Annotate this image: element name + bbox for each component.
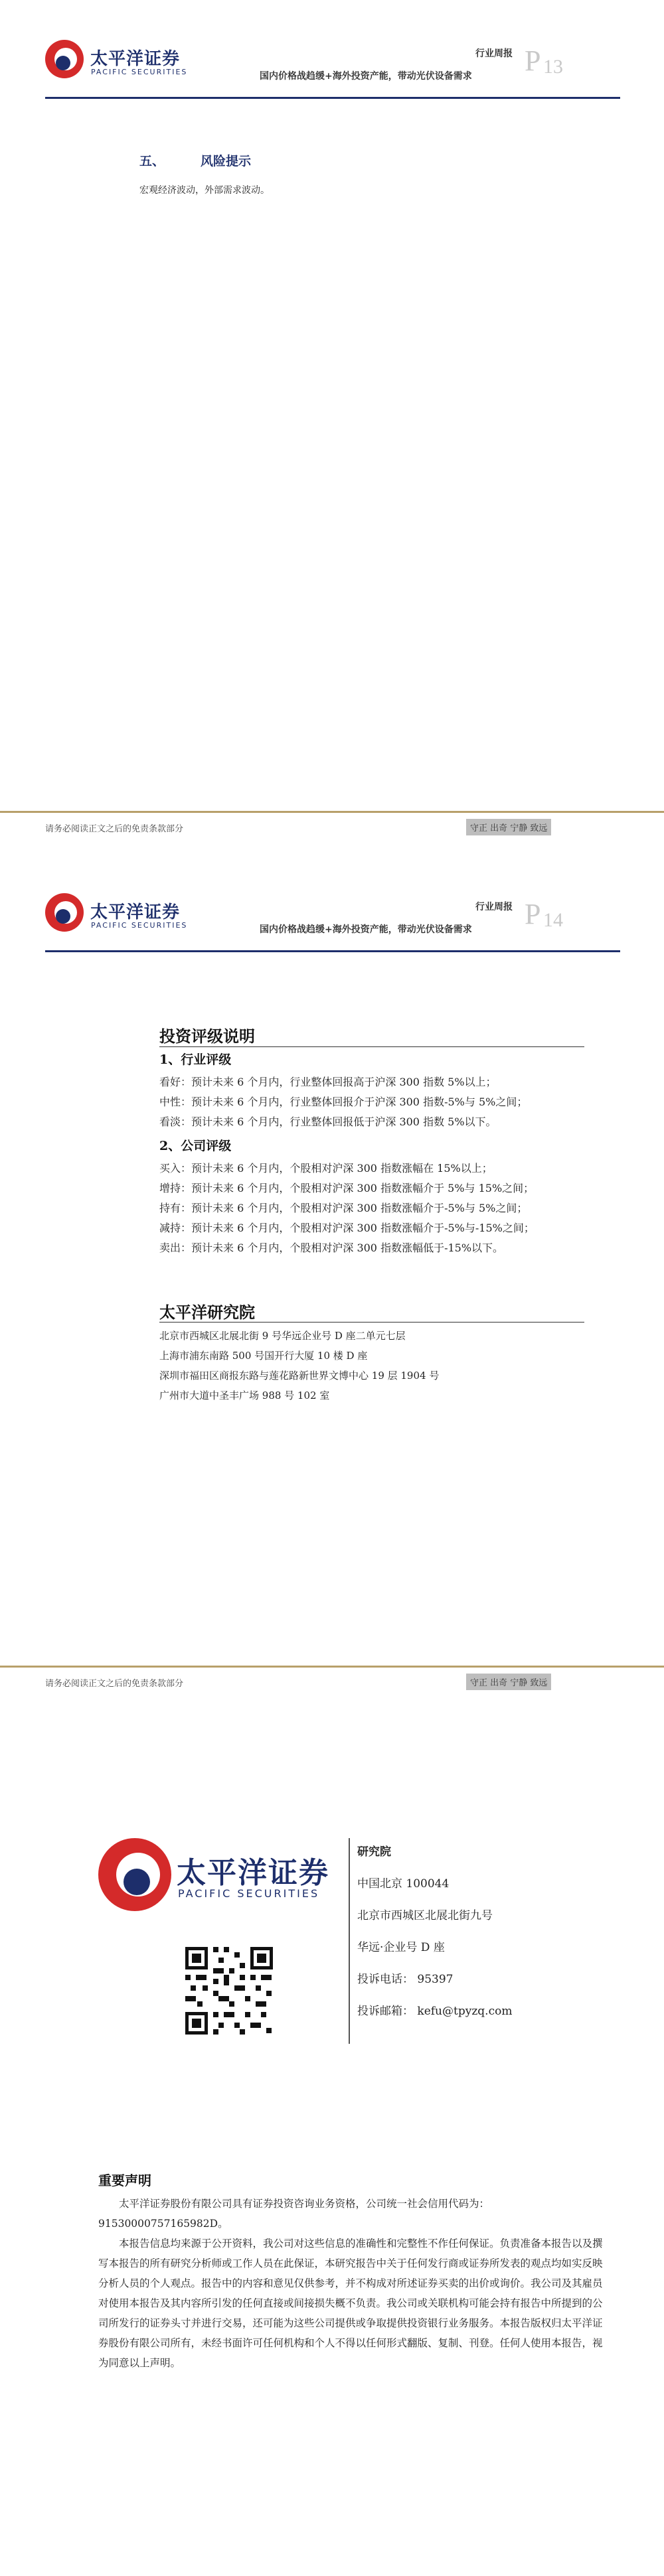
company-row: 持有：预计未来 6 个月内，个股相对沪深 300 指数涨幅介于-5%与 5%之间； — [159, 1202, 528, 1214]
footer-rule — [0, 811, 664, 813]
disclaimer-title: 重要声明 — [98, 2173, 151, 2188]
report-type: 行业周报 — [475, 48, 513, 59]
disclaimer-paragraph: 本报告信息均来源于公开资料，我公司对这些信息的准确性和完整性不作任何保证。负责准备本报告以及撰写本报告的所有研究分析师或工作人员在此保证，本研究报告中关于任何发行商或证券所发表的观点均如实反映分析人员的个人观点。报告中的内容和意见仅供参考，并不构成对所述证券买卖的出价或询价。我公司及其雇员对使用本报告及其内容所引发的任何直接或间接损失概不负责。我公司或关联机构可能会持有报告中所提到的公司所发行的证券头寸并进行交易，还可能为这些公司提供或争取提供投资银行业务服务。本报告版权归太平洋证券股份有限公司所有，未经书面许可任何机构和个人不得以任何形式翻版、复制、刊登。任何人使用本报告，视为同意以上声明。 — [98, 2238, 603, 2369]
footer-notice: 请务必阅读正文之后的免责条款部分 — [45, 824, 184, 834]
back-logo-name-cn: 太平洋证券 — [177, 1856, 329, 1890]
address-line: 北京市西城区北展北街 9 号华远企业号 D 座二单元七层 — [159, 1330, 406, 1342]
report-type: 行业周报 — [475, 902, 513, 912]
logo-name-cn: 太平洋证券 — [90, 902, 181, 922]
page-number: 13 — [543, 56, 563, 78]
page-14 — [0, 843, 664, 1689]
back-contact-line: 华远·企业号 D 座 — [357, 1941, 445, 1954]
company-heading: 2、公司评级 — [159, 1139, 232, 1153]
footer-notice: 请务必阅读正文之后的免责条款部分 — [45, 1679, 184, 1689]
back-logo-name-en: PACIFIC SECURITIES — [178, 1887, 320, 1900]
footer-motto: 守正 出奇 宁静 致远 — [466, 1674, 551, 1690]
institute-title: 太平洋研究院 — [159, 1303, 255, 1322]
logo-name-en: PACIFIC SECURITIES — [91, 921, 188, 930]
company-row: 买入：预计未来 6 个月内，个股相对沪深 300 指数涨幅在 15%以上； — [159, 1162, 493, 1175]
risk-text: 宏观经济波动，外部需求波动。 — [139, 185, 270, 196]
back-complaint-email: 投诉邮箱： kefu@tpyzq.com — [357, 2005, 513, 2018]
disclaimer-paragraph: 太平洋证券股份有限公司具有证券投资咨询业务资格，公司统一社会信用代码为：91530000757165982D。 — [98, 2198, 490, 2230]
back-complaint-phone: 投诉电话： 95397 — [357, 1973, 454, 1986]
header-rule — [45, 97, 620, 99]
back-cover — [0, 1685, 664, 2576]
disclaimer-body — [98, 2194, 607, 2373]
industry-row: 看淡：预计未来 6 个月内，行业整体回报低于沪深 300 指数 5%以下。 — [159, 1115, 497, 1128]
page-letter: P — [525, 898, 541, 930]
report-title: 国内价格战趋缓+海外投资产能，带动光伏设备需求 — [260, 924, 472, 935]
section-number: 五、 — [139, 154, 165, 169]
back-contact-line: 中国北京 100044 — [357, 1877, 450, 1891]
company-row: 卖出：预计未来 6 个月内，个股相对沪深 300 指数涨幅低于-15%以下。 — [159, 1242, 504, 1254]
back-divider — [349, 1838, 350, 2044]
rating-rule — [159, 1046, 584, 1047]
address-line: 深圳市福田区商报东路与莲花路新世界文博中心 19 层 1904 号 — [159, 1370, 440, 1382]
report-title: 国内价格战趋缓+海外投资产能，带动光伏设备需求 — [260, 71, 472, 82]
company-row: 减持：预计未来 6 个月内，个股相对沪深 300 指数涨幅介于-5%与-15%之间； — [159, 1222, 535, 1234]
back-logo-dot-icon — [124, 1869, 150, 1895]
company-row: 增持：预计未来 6 个月内，个股相对沪深 300 指数涨幅介于 5%与 15%之间； — [159, 1182, 535, 1194]
logo-name-cn: 太平洋证券 — [90, 49, 181, 69]
industry-row: 看好：预计未来 6 个月内，行业整体回报高于沪深 300 指数 5%以上； — [159, 1076, 497, 1088]
footer-motto: 守正 出奇 宁静 致远 — [466, 819, 551, 835]
back-contact-line: 北京市西城区北展北街九号 — [357, 1909, 493, 1922]
address-line: 广州市大道中圣丰广场 988 号 102 室 — [159, 1390, 330, 1401]
page-number: 14 — [543, 909, 563, 931]
logo-dot-icon — [56, 909, 70, 924]
qr-code-icon — [183, 1944, 276, 2037]
logo-dot-icon — [56, 56, 70, 70]
back-institute: 研究院 — [357, 1845, 391, 1859]
logo-name-en: PACIFIC SECURITIES — [91, 68, 188, 76]
industry-heading: 1、行业评级 — [159, 1052, 232, 1067]
address-line: 上海市浦东南路 500 号国开行大厦 10 楼 D 座 — [159, 1350, 368, 1362]
institute-rule — [159, 1322, 584, 1323]
footer-rule — [0, 1666, 664, 1668]
rating-title: 投资评级说明 — [159, 1027, 255, 1046]
page-13 — [0, 0, 664, 843]
section-title: 风险提示 — [201, 154, 252, 169]
header-rule — [45, 950, 620, 952]
page-letter: P — [525, 44, 541, 77]
industry-row: 中性：预计未来 6 个月内，行业整体回报介于沪深 300 指数-5%与 5%之间； — [159, 1096, 528, 1108]
